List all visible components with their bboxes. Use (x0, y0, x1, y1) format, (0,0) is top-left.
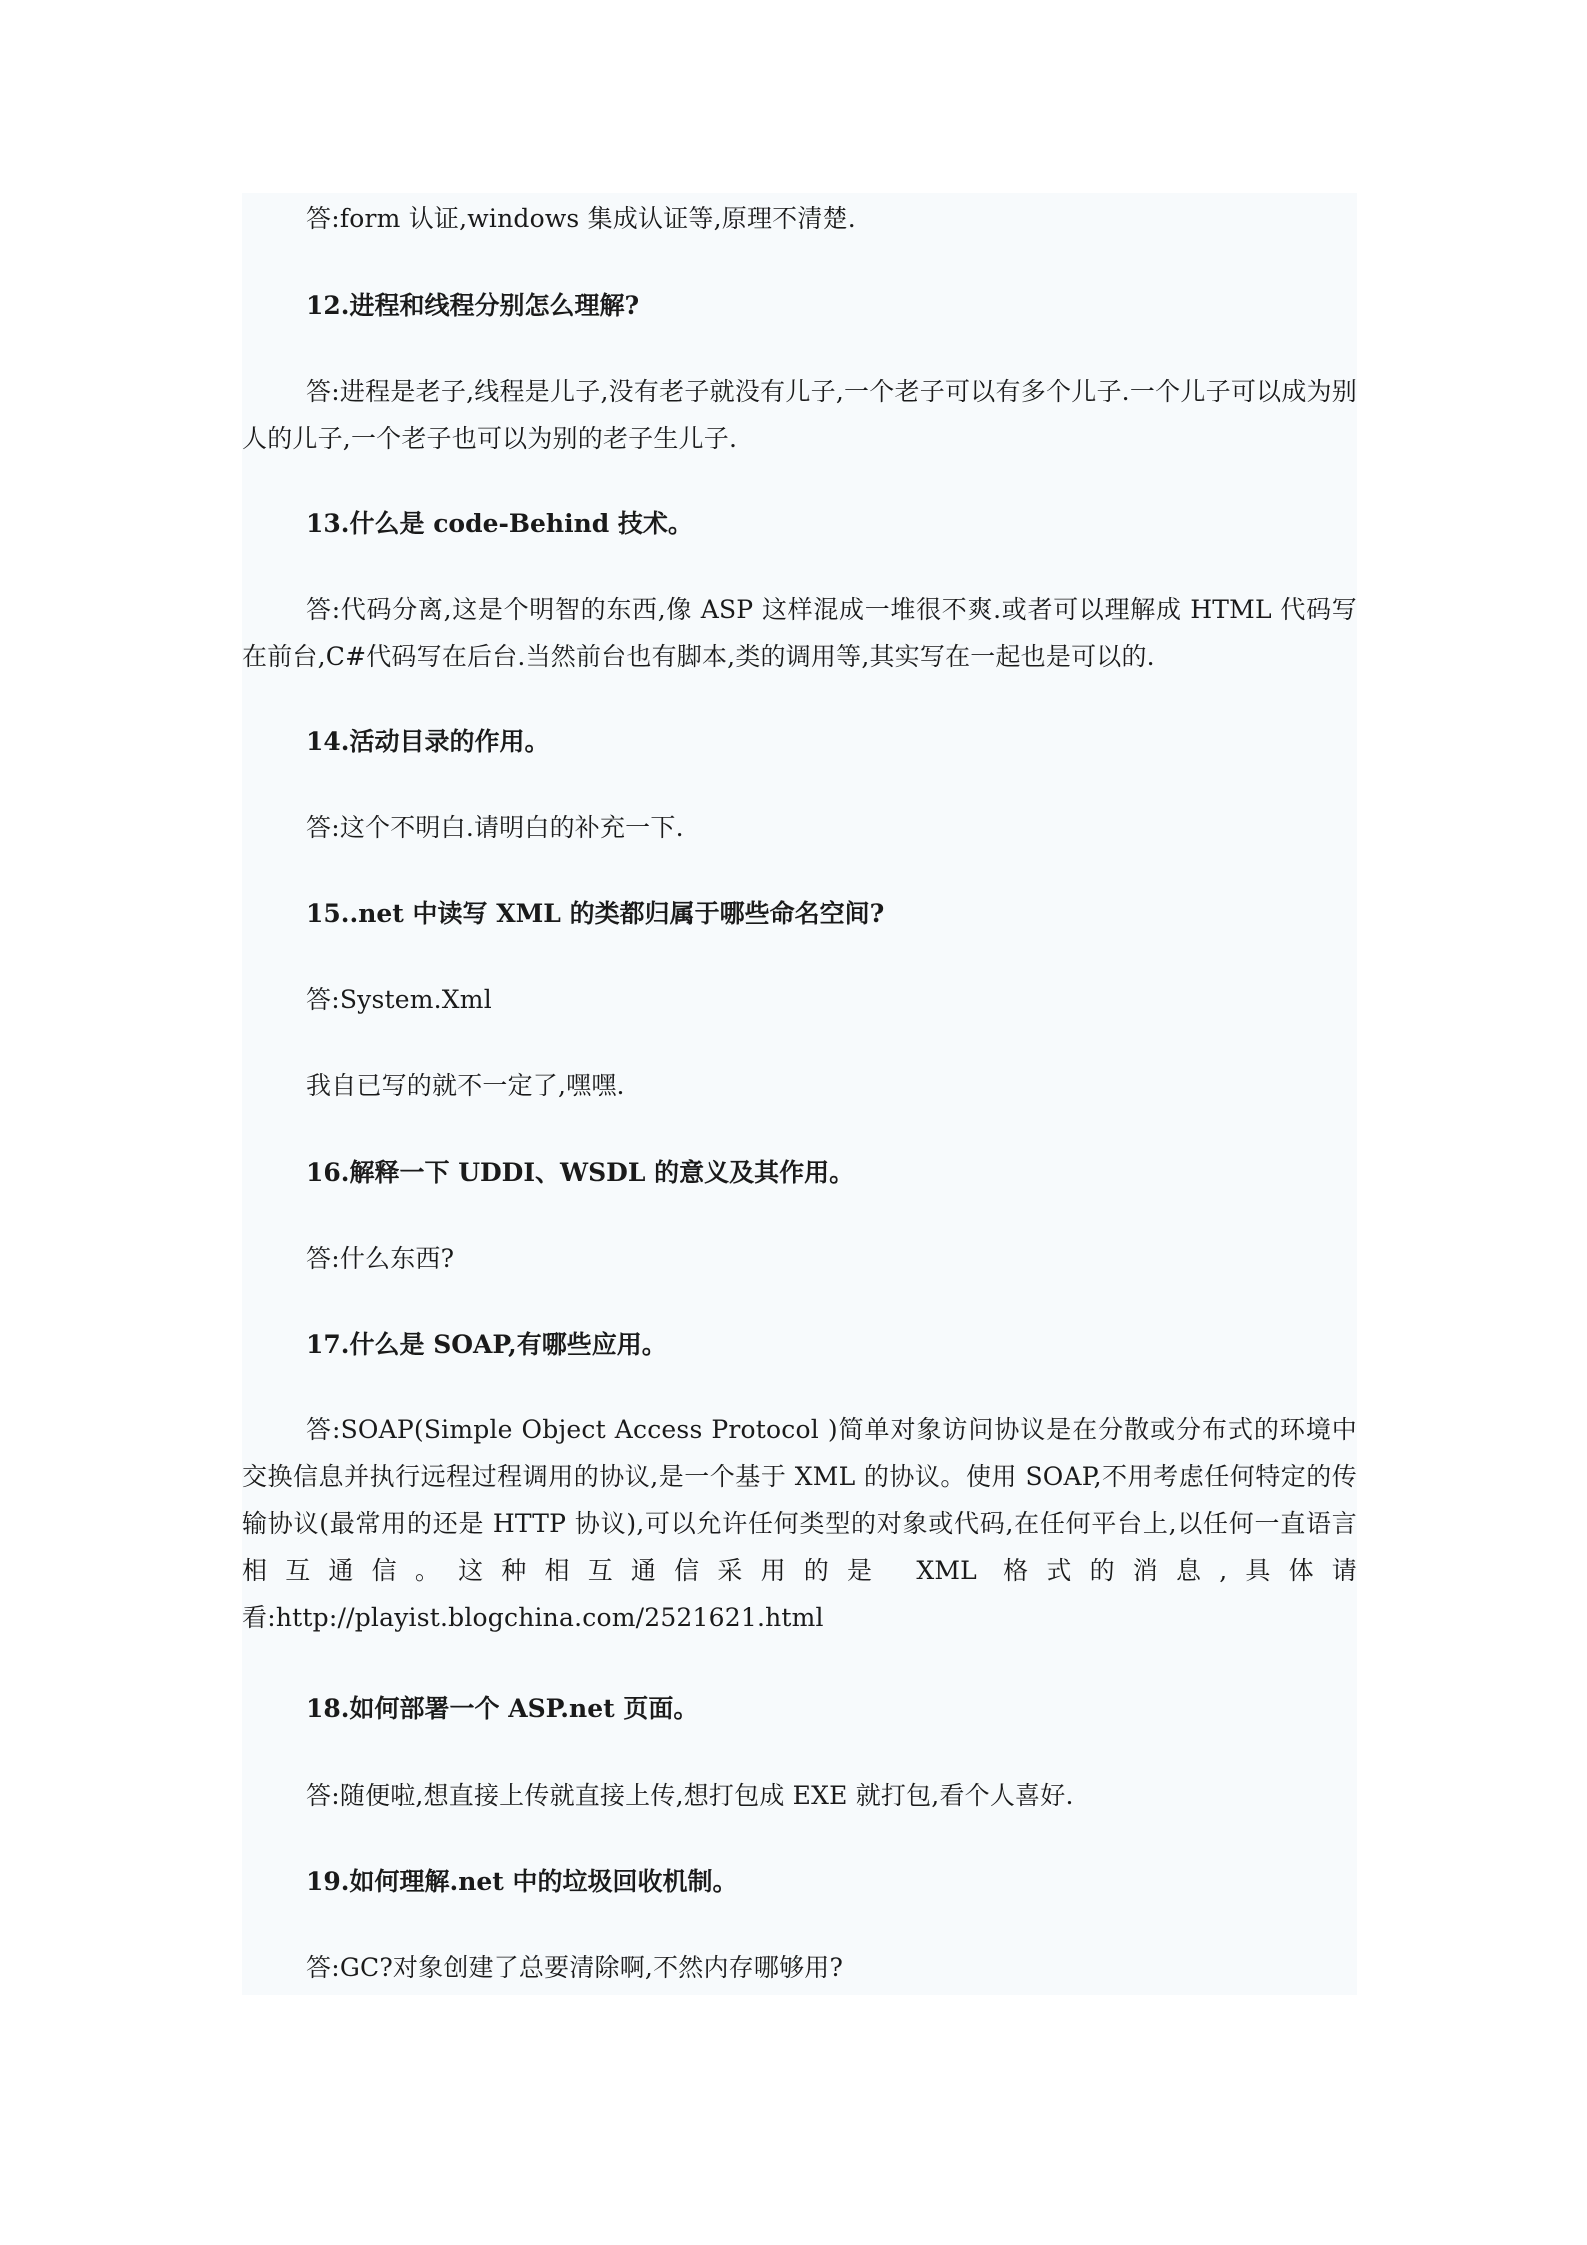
answer-13: 答:代码分离,这是个明智的东西,像 ASP 这样混成一堆很不爽.或者可以理解成 HTML 代码写在前台,C#代码写在后台.当然前台也有脚本,类的调用等,其实写在一起也是可以的. (242, 595, 1357, 671)
question-19: 19.如何理解.net 中的垃圾回收机制。 (306, 1867, 738, 1896)
question-13: 13.什么是 code-Behind 技术。 (306, 509, 693, 538)
answer-11: 答:form 认证,windows 集成认证等,原理不清楚. (306, 204, 856, 233)
question-12: 12.进程和线程分别怎么理解? (306, 291, 640, 320)
answer-14: 答:这个不明白.请明白的补充一下. (306, 813, 684, 842)
answer-12: 答:进程是老子,线程是儿子,没有老子就没有儿子,一个老子可以有多个儿子.一个儿子可以成为别人的儿子,一个老子也可以为别的老子生儿子. (242, 377, 1357, 453)
answer-17: 答:SOAP(Simple Object Access Protocol )简单对象访问协议是在分散或分布式的环境中交换信息并执行远程过程调用的协议,是一个基于 XML 的协议。使用 SOAP,不用考虑任何特定的传输协议(最常用的还是 HTTP 协议),可以允许任何类型的对象或代码,在任何平台上,以任何一直语言相互通信。这种相互通信采用的是 XML 格式的消息,具体请看:http://playist.blogchina.com/2521621.html (242, 1415, 1357, 1632)
answer-15: 答:System.Xml (306, 985, 492, 1014)
question-17: 17.什么是 SOAP,有哪些应用。 (306, 1330, 667, 1359)
question-16: 16.解释一下 UDDI、WSDL 的意义及其作用。 (306, 1158, 855, 1187)
answer-18: 答:随便啦,想直接上传就直接上传,想打包成 EXE 就打包,看个人喜好. (306, 1781, 1074, 1810)
answer-16: 答:什么东西? (306, 1244, 455, 1273)
question-14: 14.活动目录的作用。 (306, 727, 550, 756)
question-18: 18.如何部署一个 ASP.net 页面。 (306, 1694, 699, 1723)
answer-19: 答:GC?对象创建了总要清除啊,不然内存哪够用? (306, 1953, 844, 1982)
question-15: 15..net 中读写 XML 的类都归属于哪些命名空间? (306, 899, 885, 928)
answer-15-note: 我自已写的就不一定了,嘿嘿. (306, 1071, 625, 1100)
